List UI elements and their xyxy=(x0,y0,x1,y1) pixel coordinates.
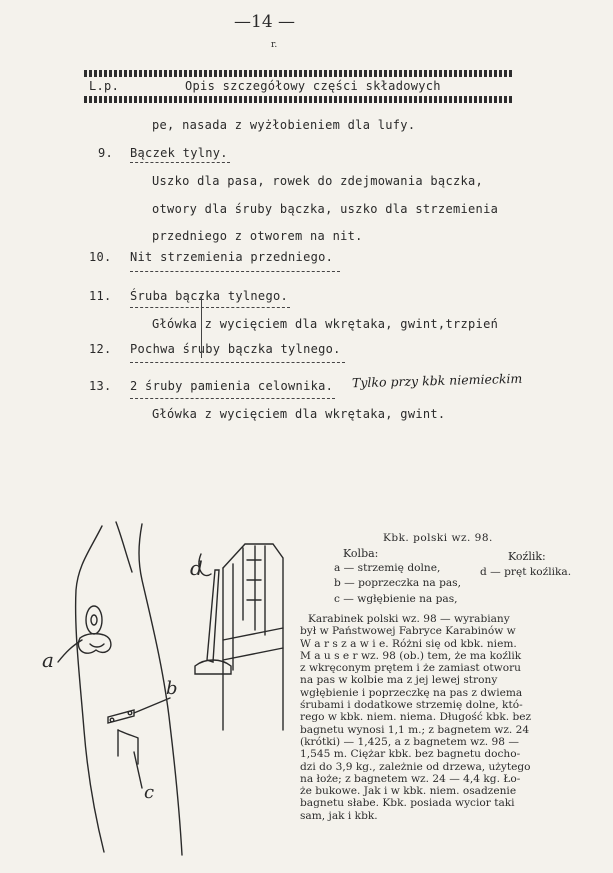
item-9-line-1: Uszko dla pasa, rowek do zdejmowania bączka, xyxy=(152,174,484,188)
description-line: M a u s e r wz. 98 (ob.) tem, że ma koźlik xyxy=(300,649,522,662)
description-line: Karabinek polski wz. 98 — wyrabiany xyxy=(308,613,510,625)
item-13-title: 2 śruby pamienia celownika. xyxy=(130,379,334,393)
item-12-title: Pochwa śruby bączka tylnego. xyxy=(130,342,341,356)
description-line: wgłębienie i poprzeczkę na pas z dwiema xyxy=(300,686,523,699)
column-lp: L.p. xyxy=(89,79,120,93)
column-title: Opis szczegółowy części składowych xyxy=(185,79,441,93)
item-9-underline xyxy=(130,162,230,163)
description-line: W a r s z a w i e. Różni się od kbk. niem. xyxy=(300,637,517,650)
item-9-number: 9. xyxy=(98,146,114,160)
figure-label-a: a xyxy=(42,648,54,672)
description-line: 1,545 m. Ciężar kbk. bez bagnetu docho- xyxy=(300,748,521,761)
description-line: (krótki) — 1,425, a z bagnetem wz. 98 — xyxy=(300,735,519,748)
description-line: na łoże; z bagnetem wz. 24 — 4,4 kg. Ło- xyxy=(300,772,521,785)
description-line: bagnetu wynosi 1,1 m.; z bagnetem wz. 24 xyxy=(300,723,530,736)
figure-label-b: b xyxy=(166,678,178,699)
description-line: że bukowe. Jak i w kbk. niem. osadzenie xyxy=(300,785,517,798)
description-line: był w Państwowej Fabryce Karabinów w xyxy=(300,625,516,638)
page-number: —14 — xyxy=(234,12,296,32)
caption-kolba: Kolba: xyxy=(343,547,379,560)
figure-label-d: d xyxy=(190,556,203,580)
description-line: na pas w kolbie ma z jej lewej strony xyxy=(300,674,498,687)
continued-line: pe, nasada z wyżłobieniem dla lufy. xyxy=(152,118,416,132)
description-paragraph xyxy=(300,613,531,822)
item-13-detail: Główka z wycięciem dla wkrętaka, gwint. xyxy=(152,407,446,421)
description-line: bagnetu słabe. Kbk. posiada wycior taki xyxy=(300,797,515,810)
item-13-number: 13. xyxy=(89,379,112,393)
caption-kozlik: Koźlik: xyxy=(508,550,546,563)
page-mark: r. xyxy=(271,40,278,50)
legend-d: d — pręt koźlika. xyxy=(480,566,572,578)
item-10-title: Nit strzemienia przedniego. xyxy=(130,250,334,264)
item-12-number: 12. xyxy=(89,342,112,356)
item-12-underline xyxy=(130,362,345,363)
item-11-title: Śruba bączka tylnego. xyxy=(130,289,289,303)
legend-c: c — wgłębienie na pas, xyxy=(334,593,458,605)
figure-label-c: c xyxy=(144,782,155,803)
description-line: z wkręconym prętem i że zamiast otworu xyxy=(300,662,522,675)
item-9-line-3: przedniego z otworem na nit. xyxy=(152,229,363,243)
legend-b: b — poprzeczka na pas, xyxy=(334,577,461,589)
header-rule-bottom xyxy=(84,96,512,103)
item-9-title: Bączek tylny. xyxy=(130,146,228,160)
legend-a: a — strzemię dolne, xyxy=(334,562,441,574)
item-11-number: 11. xyxy=(89,289,112,303)
description-line: dzi do 3,9 kg., zależnie od drzewa, użytego xyxy=(300,760,531,773)
item-13-underline xyxy=(130,398,335,399)
item-11-detail: Główka z wycięciem dla wkrętaka, gwint,trzpień xyxy=(152,317,499,331)
item-10-number: 10. xyxy=(89,250,112,264)
item-9-line-2: otwory dla śruby bączka, uszko dla strzemienia xyxy=(152,202,499,216)
description-line: rego w kbk. niem. niema. Długość kbk. bez xyxy=(300,711,532,724)
description-line: sam, jak i kbk. xyxy=(300,809,378,822)
item-11-underline xyxy=(130,307,290,308)
description-line: śrubami i dodatkowe strzemię dolne, któ- xyxy=(300,699,523,712)
item-10-underline xyxy=(130,271,340,272)
header-rule-top xyxy=(84,70,512,77)
pencil-mark-vertical xyxy=(201,296,202,358)
caption-title: Kbk. polski wz. 98. xyxy=(383,532,493,544)
handwritten-note: Tylko przy kbk niemieckim xyxy=(351,370,523,391)
